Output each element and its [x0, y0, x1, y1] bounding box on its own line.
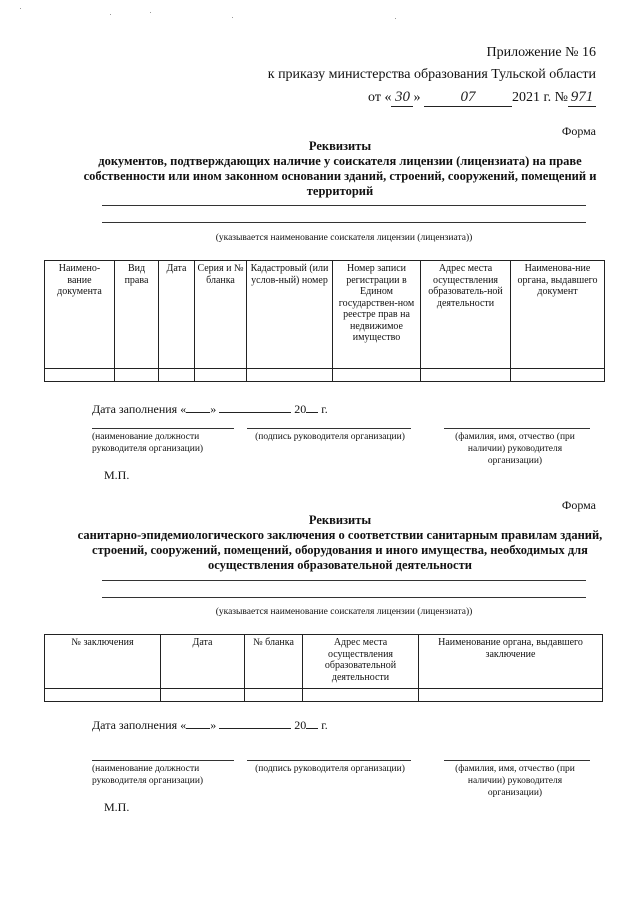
form1-header-row [45, 261, 605, 369]
order-month: 07 [424, 88, 512, 107]
form2-table [44, 634, 603, 702]
form1-name-line-2 [102, 222, 586, 223]
table-cell [421, 369, 511, 382]
fill-day-blank [186, 718, 210, 729]
form1-fill-date [92, 402, 328, 417]
table-cell [159, 369, 195, 382]
order-number: 971 [568, 88, 596, 107]
scan-speck [20, 8, 21, 9]
table-cell [195, 369, 247, 382]
fill-year-blank [306, 402, 318, 413]
form1-name-caption: (фамилия, имя, отчество (при наличии) руководителя организации) [455, 432, 575, 466]
fill-month-blank [219, 718, 291, 729]
form2-name-line-2 [102, 597, 586, 598]
appendix-number: Приложение № 16 [486, 45, 596, 60]
order-day: 30 [391, 88, 413, 107]
form1-name-line [444, 428, 590, 429]
order-reference: к приказу министерства образования Тульской области [267, 67, 596, 82]
scan-speck [232, 17, 233, 18]
table-cell [511, 369, 605, 382]
table-cell [303, 689, 419, 702]
form1-label: Форма [561, 124, 596, 138]
form2-title: Реквизиты [308, 513, 372, 527]
fill-day-blank [186, 402, 210, 413]
fill-date-quote: » [210, 718, 217, 732]
form1-signature-caption: (подпись руководителя организации) [255, 432, 405, 442]
form1-table [44, 260, 605, 382]
form2-subtitle: санитарно-эпидемиологического заключения о соответствии санитарным правилам зданий, строений, сооружений, помещений, оборудования и иного имущества, необходимых для осуществления образовательной деятельности [77, 528, 603, 572]
table-cell [115, 369, 159, 382]
fill-date-label: Дата заполнения « [92, 718, 187, 732]
form1-blank-row [45, 369, 605, 382]
fill-month-blank [219, 402, 291, 413]
col-conclusion-number: № заключения [45, 635, 161, 689]
fill-year: 20 [294, 718, 307, 732]
form1-seal: М.П. [104, 468, 130, 482]
fill-date-label: Дата заполнения « [92, 402, 187, 416]
scan-speck [395, 18, 396, 19]
scan-speck [150, 12, 151, 13]
col-address: Адрес места осуществления образовательной деятельности [303, 635, 419, 689]
fill-year-suffix: г. [321, 402, 328, 416]
form2-fill-date [92, 718, 328, 733]
form2-applicant-caption: (указывается наименование соискателя лицензии (лицензиата)) [215, 607, 473, 617]
form2-signature-caption: (подпись руководителя организации) [255, 764, 405, 774]
form2-name-line-1 [102, 580, 586, 581]
scan-speck [110, 14, 111, 15]
table-cell [245, 689, 303, 702]
table-cell [45, 689, 161, 702]
form2-seal: М.П. [104, 800, 130, 814]
col-cadastral-number: Кадастровый (или услов-ный) номер [247, 261, 333, 369]
table-cell [333, 369, 421, 382]
form2-blank-row [45, 689, 603, 702]
col-series-number: Серия и № бланка [195, 261, 247, 369]
date-quote: » [413, 90, 421, 105]
form2-signature-line [247, 760, 411, 761]
col-issuing-authority: Наименова-ние органа, выдавшего документ [511, 261, 605, 369]
col-date: Дата [159, 261, 195, 369]
fill-year-suffix: г. [321, 718, 328, 732]
order-date-line [368, 88, 596, 107]
col-issuing-authority: Наименование органа, выдавшего заключение [419, 635, 603, 689]
date-prefix: от « [368, 90, 392, 105]
table-cell [419, 689, 603, 702]
fill-date-quote: » [210, 402, 217, 416]
form1-applicant-caption: (указывается наименование соискателя лицензии (лицензиата)) [215, 233, 473, 243]
form1-subtitle: документов, подтверждающих наличие у соискателя лицензии (лицензиата) на праве собственности или ином законном основании зданий, строений, сооружений, помещений и территорий [83, 154, 597, 198]
form1-name-line-1 [102, 205, 586, 206]
form2-position-line [92, 760, 234, 761]
table-cell [45, 369, 115, 382]
form2-label: Форма [561, 498, 596, 512]
form1-position-line [92, 428, 234, 429]
form1-signature-line [247, 428, 411, 429]
form2-header-row [45, 635, 603, 689]
form1-title: Реквизиты [308, 139, 372, 153]
form1-position-caption: (наименование должности руководителя организации) [92, 432, 204, 454]
form2-position-caption: (наименование должности руководителя организации) [92, 764, 204, 786]
fill-year: 20 [294, 402, 307, 416]
fill-year-blank [306, 718, 318, 729]
order-year: 2021 г. № [511, 90, 568, 105]
col-form-number: № бланка [245, 635, 303, 689]
table-cell [247, 369, 333, 382]
col-right-type: Вид права [115, 261, 159, 369]
col-address: Адрес места осуществления образователь-ной деятельности [421, 261, 511, 369]
col-registry-record: Номер записи регистрации в Едином государствен-ном реестре прав на недвижимое имущество [333, 261, 421, 369]
col-document-name: Наимено-вание документа [45, 261, 115, 369]
col-date: Дата [161, 635, 245, 689]
form2-name-caption: (фамилия, имя, отчество (при наличии) руководителя организации) [455, 764, 575, 798]
form2-name-line [444, 760, 590, 761]
table-cell [161, 689, 245, 702]
